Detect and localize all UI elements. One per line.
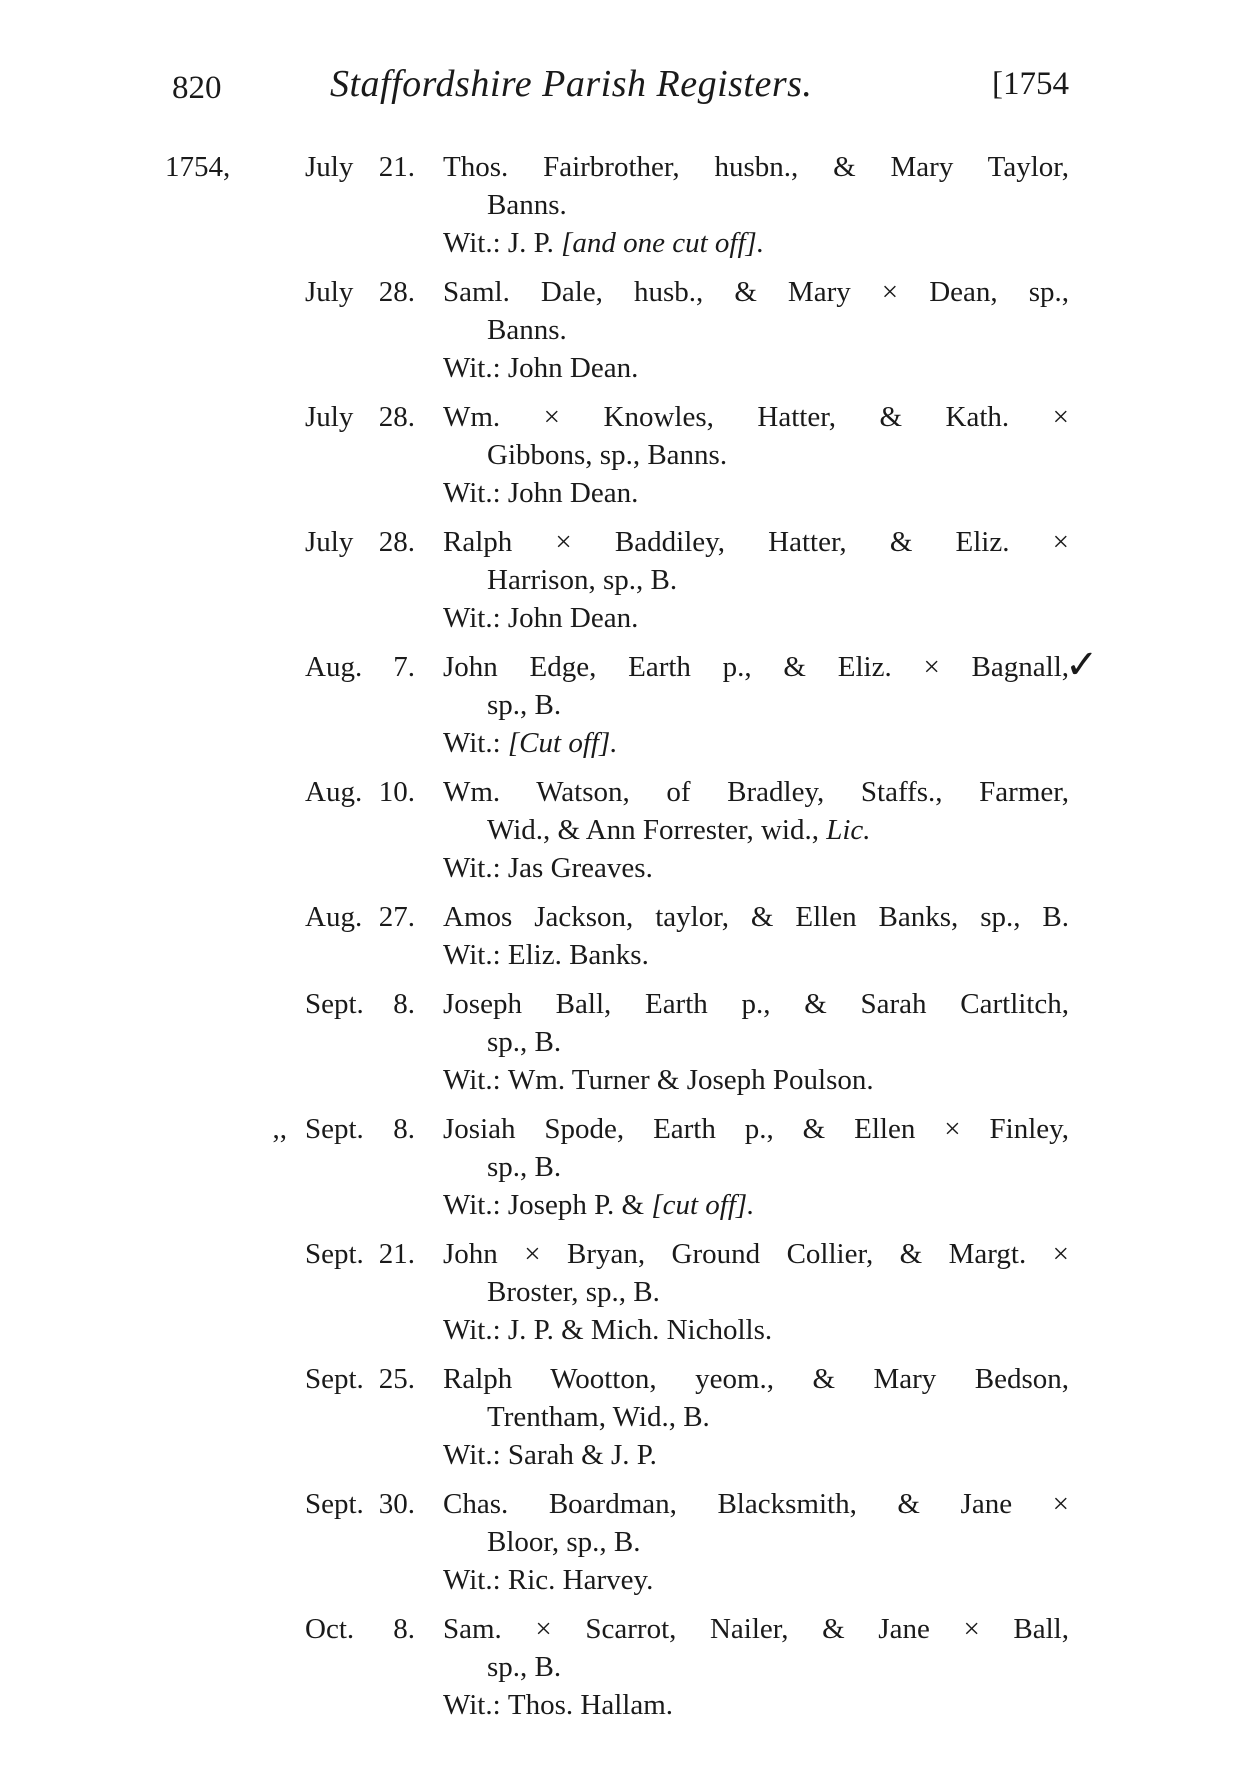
entry-year (165, 398, 249, 512)
witness-names: John Dean. (507, 352, 639, 384)
register-entry (165, 398, 1069, 512)
ditto-mark (249, 1610, 305, 1724)
witness-names: J. P. & Mich. Nicholls. (507, 1314, 773, 1346)
editorial-note: [and one cut off]. (561, 227, 765, 259)
entry-parties: Sam. × Scarrot, Nailer, & Jane × Ball, (443, 1613, 1069, 1645)
entry-day: 28. (378, 276, 415, 308)
entry-body (443, 1110, 1069, 1224)
entry-year (165, 985, 249, 1099)
ditto-mark (249, 398, 305, 512)
register-entry (165, 648, 1069, 762)
entry-body (443, 1485, 1069, 1599)
witness-label: Wit.: (443, 1564, 501, 1596)
ditto-mark (249, 898, 305, 974)
witness-line (443, 936, 1069, 974)
entry-day: 28. (378, 526, 415, 558)
entry-content (377, 1360, 1069, 1474)
witness-label: Wit.: (443, 727, 501, 759)
entry-continuation (443, 686, 1069, 724)
register-entry (165, 273, 1069, 387)
entry-content (377, 148, 1069, 262)
entry-month: Sept. (305, 1488, 364, 1520)
entry-continuation-text: sp., B. (487, 1651, 562, 1683)
entry-continuation (443, 1148, 1069, 1186)
entry-body (443, 398, 1069, 512)
witness-line (443, 224, 1069, 262)
witness-names: John Dean. (507, 477, 639, 509)
entry-year (165, 898, 249, 974)
entry-content (377, 1110, 1069, 1224)
entry-month: July (305, 276, 354, 308)
entry-content (377, 273, 1069, 387)
entry-content (377, 1610, 1069, 1724)
editorial-note: [cut off]. (651, 1189, 755, 1221)
entry-body (443, 898, 1069, 974)
entry-continuation-text: Bloor, sp., B. (487, 1526, 641, 1558)
witness-label: Wit.: (443, 602, 501, 634)
entry-body (443, 1360, 1069, 1474)
ditto-mark (249, 1235, 305, 1349)
check-mark-icon: ✓ (1065, 642, 1099, 688)
entry-month: Aug. (305, 651, 363, 683)
witness-line (443, 1436, 1069, 1474)
entry-body (443, 523, 1069, 637)
entry-month: Sept. (305, 1238, 364, 1270)
entry-content (377, 523, 1069, 637)
entry-parties: Wm. × Knowles, Hatter, & Kath. × (443, 401, 1069, 433)
licence-note: Lic. (826, 814, 871, 846)
witness-line (443, 1686, 1069, 1724)
ditto-mark (249, 523, 305, 637)
entry-parties: Amos Jackson, taylor, & Ellen Banks, sp., B. (443, 901, 1069, 933)
entry-continuation-text: sp., B. (487, 689, 562, 721)
entry-parties: Josiah Spode, Earth p., & Ellen × Finley, (443, 1113, 1069, 1145)
witness-names: John Dean. (507, 602, 639, 634)
entry-month: July (305, 151, 354, 183)
witness-names: Ric. Harvey. (507, 1564, 654, 1596)
entry-parties: Thos. Fairbrother, husbn., & Mary Taylor, (443, 151, 1069, 183)
register-entry (165, 148, 1069, 262)
entry-content (377, 898, 1069, 974)
entry-parties: Wm. Watson, of Bradley, Staffs., Farmer, (443, 776, 1069, 808)
entry-continuation (443, 436, 1069, 474)
entry-day: 28. (378, 401, 415, 433)
witness-label: Wit.: (443, 227, 501, 259)
entry-continuation-text: Wid., & Ann Forrester, wid., (487, 814, 819, 846)
entry-year (165, 1360, 249, 1474)
witness-names: Jas Greaves. (507, 852, 653, 884)
entry-year (165, 523, 249, 637)
ditto-mark (249, 648, 305, 762)
entry-year (165, 648, 249, 762)
witness-names: Wm. Turner & Joseph Poulson. (507, 1064, 874, 1096)
entry-continuation (443, 561, 1069, 599)
witness-label: Wit.: (443, 1689, 501, 1721)
entry-month: Aug. (305, 901, 363, 933)
entry-month: Aug. (305, 776, 363, 808)
entry-year: 1754, (165, 151, 231, 183)
entry-body (443, 1235, 1069, 1349)
entry-continuation-text: Harrison, sp., B. (487, 564, 678, 596)
entry-parties: Ralph × Baddiley, Hatter, & Eliz. × (443, 526, 1069, 558)
entry-parties: Ralph Wootton, yeom., & Mary Bedson, (443, 1363, 1069, 1395)
entry-month: Sept. (305, 1113, 364, 1145)
ditto-mark (249, 273, 305, 387)
entry-day: 30. (378, 1488, 415, 1520)
page-number: 820 (172, 70, 222, 106)
entry-month: Sept. (305, 988, 364, 1020)
register-entry (165, 1360, 1069, 1474)
register-entry (165, 985, 1069, 1099)
ditto-mark (249, 148, 305, 262)
register-entry (165, 773, 1069, 887)
entry-body (443, 648, 1069, 762)
entry-body (443, 1610, 1069, 1724)
entry-continuation (443, 186, 1069, 224)
witness-label: Wit.: (443, 352, 501, 384)
entry-continuation (443, 811, 1069, 849)
entry-parties: Chas. Boardman, Blacksmith, & Jane × (443, 1488, 1069, 1520)
entry-continuation (443, 1523, 1069, 1561)
entry-day: 27. (378, 901, 415, 933)
witness-label: Wit.: (443, 1189, 501, 1221)
witness-names: Sarah & J. P. (507, 1439, 657, 1471)
witness-label: Wit.: (443, 1314, 501, 1346)
register-entry (165, 898, 1069, 974)
witness-label: Wit.: (443, 852, 501, 884)
witness-label: Wit.: (443, 1439, 501, 1471)
entry-parties: Saml. Dale, husb., & Mary × Dean, sp., (443, 276, 1069, 308)
entry-year (165, 1235, 249, 1349)
entry-year (165, 1610, 249, 1724)
entry-content (377, 985, 1069, 1099)
entry-year (165, 1485, 249, 1599)
witness-names: Joseph P. & (507, 1189, 645, 1221)
witness-line (443, 599, 1069, 637)
witness-line (443, 849, 1069, 887)
register-entries (165, 148, 1069, 1724)
entry-content (377, 1235, 1069, 1349)
witness-line (443, 1311, 1069, 1349)
witness-line (443, 1561, 1069, 1599)
witness-names: Thos. Hallam. (507, 1689, 673, 1721)
entry-day: 21. (378, 151, 415, 183)
page-header (165, 60, 1069, 120)
witness-label: Wit.: (443, 477, 501, 509)
witness-label: Wit.: (443, 939, 501, 971)
witness-line (443, 349, 1069, 387)
entry-day: 7. (393, 651, 415, 683)
entry-day: 10. (378, 776, 415, 808)
entry-day: 8. (393, 1113, 415, 1145)
entry-day: 8. (393, 1613, 415, 1645)
witness-line (443, 474, 1069, 512)
entry-continuation (443, 1273, 1069, 1311)
entry-continuation-text: Trentham, Wid., B. (487, 1401, 710, 1433)
register-entry (165, 1485, 1069, 1599)
register-entry (165, 1235, 1069, 1349)
entry-body (443, 773, 1069, 887)
entry-body (443, 148, 1069, 262)
entry-year (165, 1110, 249, 1224)
entry-body (443, 985, 1069, 1099)
entry-parties: John Edge, Earth p., & Eliz. × Bagnall, (443, 651, 1069, 683)
entry-continuation-text: sp., B. (487, 1026, 562, 1058)
ditto-mark (249, 985, 305, 1099)
ditto-mark (249, 773, 305, 887)
entry-parties: John × Bryan, Ground Collier, & Margt. × (443, 1238, 1069, 1270)
witness-line (443, 1186, 1069, 1224)
entry-continuation-text: Broster, sp., B. (487, 1276, 660, 1308)
entry-day: 8. (393, 988, 415, 1020)
entry-year (165, 773, 249, 887)
entry-content (377, 773, 1069, 887)
entry-content (377, 398, 1069, 512)
running-title: Staffordshire Parish Registers. (330, 63, 813, 105)
entry-continuation-text: Gibbons, sp., Banns. (487, 439, 728, 471)
witness-line (443, 1061, 1069, 1099)
register-entry (165, 1610, 1069, 1724)
witness-names: J. P. (507, 227, 554, 259)
entry-continuation-text: Banns. (487, 189, 567, 221)
entry-month: July (305, 526, 354, 558)
entry-month: Oct. (305, 1613, 355, 1645)
entry-continuation (443, 1648, 1069, 1686)
entry-content (377, 1485, 1069, 1599)
ditto-mark (249, 1485, 305, 1599)
entry-month: July (305, 401, 354, 433)
running-year: [1754 (992, 66, 1069, 102)
entry-continuation-text: sp., B. (487, 1151, 562, 1183)
ditto-mark: ,, (272, 1113, 287, 1145)
entry-continuation-text: Banns. (487, 314, 567, 346)
entry-continuation (443, 1398, 1069, 1436)
entry-content (377, 648, 1069, 762)
entry-year (165, 273, 249, 387)
entry-day: 21. (378, 1238, 415, 1270)
witness-label: Wit.: (443, 1064, 501, 1096)
witness-names: Eliz. Banks. (507, 939, 649, 971)
entry-continuation (443, 1023, 1069, 1061)
witness-line (443, 724, 1069, 762)
register-entry (165, 523, 1069, 637)
entry-body (443, 273, 1069, 387)
entry-parties: Joseph Ball, Earth p., & Sarah Cartlitch, (443, 988, 1069, 1020)
entry-day: 25. (378, 1363, 415, 1395)
entry-month: Sept. (305, 1363, 364, 1395)
register-entry (165, 1110, 1069, 1224)
entry-continuation (443, 311, 1069, 349)
ditto-mark (249, 1360, 305, 1474)
editorial-note: [Cut off]. (507, 727, 618, 759)
